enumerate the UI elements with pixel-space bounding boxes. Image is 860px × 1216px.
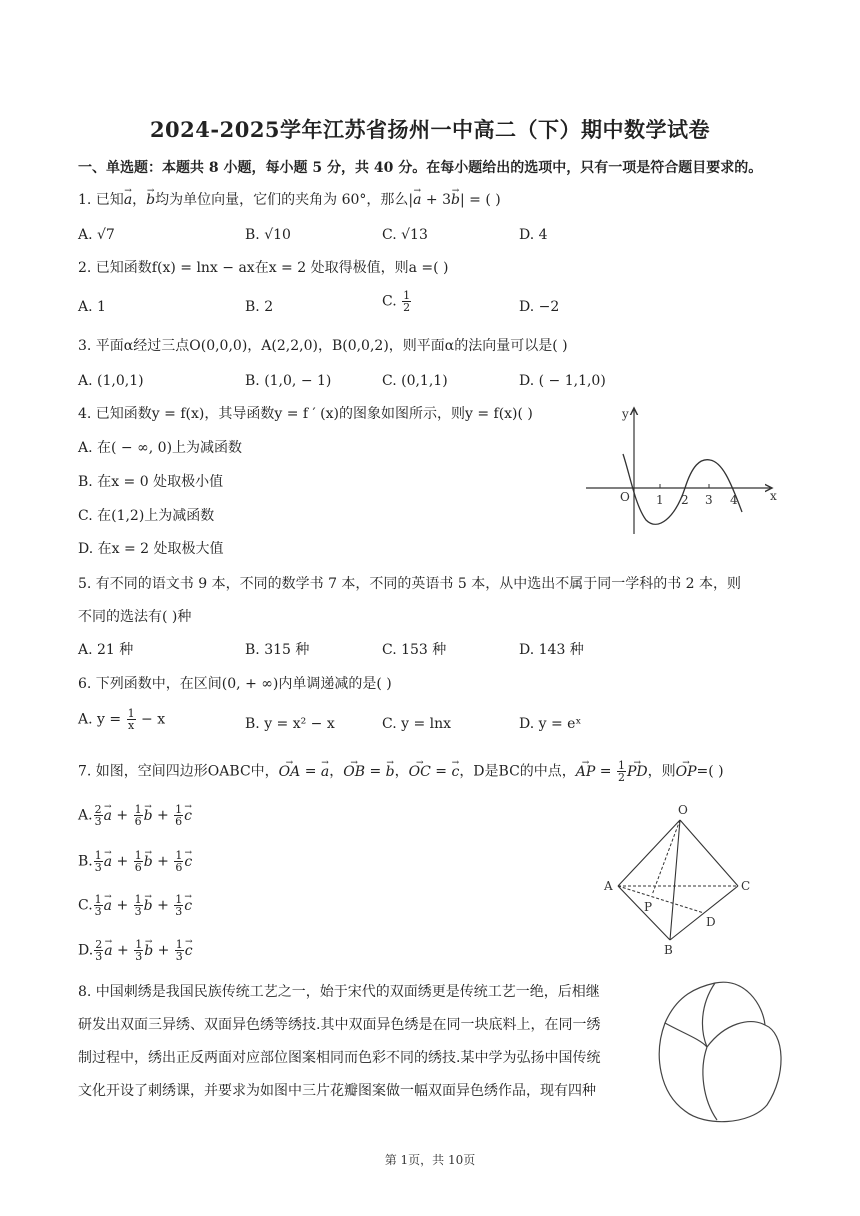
q4-option-d: D. 在x = 2 处取极大值	[78, 541, 224, 557]
origin-label: O	[620, 490, 630, 504]
q3-option-c: C. (0,1,1)	[382, 373, 448, 389]
x-axis-label: x	[770, 489, 777, 503]
page-footer: 第 1页，共 10页	[384, 1153, 476, 1167]
q1-middle: 均为单位向量，它们的夹角为 60°，那么	[155, 192, 409, 208]
page-title: 2024-2025学年江苏省扬州一中高二（下）期中数学试卷	[149, 117, 711, 142]
question-4: 4. 已知函数y = f(x)，其导函数y = f ′ (x)的图象如图所示，则y = f(x)( )	[78, 406, 533, 422]
petal-divider-2	[707, 1022, 765, 1047]
q1-option-c: C. √13	[382, 227, 428, 243]
q7-option-c: C. $\frac{1}{3}$ → a + $\frac{1}{3}$ → b + $\frac{1}{3}$ → c	[78, 894, 192, 917]
q1-option-d: D. 4	[519, 227, 548, 243]
vertex-label-b: B	[664, 943, 673, 957]
q6-option-a: A. y = $\frac{1}{x}$ − x	[78, 707, 166, 732]
vertex-label-c: C	[741, 879, 751, 893]
q1-suffix: = ( )	[469, 192, 501, 208]
question-8-line-2: 研发出双面三异绣、双面异色绣等绣技.其中双面异色绣是在同一块底料上，在同一绣	[78, 1017, 601, 1033]
vertex-label-a: A	[604, 879, 613, 893]
point-label-d: D	[706, 915, 716, 929]
q3-option-d: D. ( − 1,1,0)	[519, 373, 606, 389]
segment-op	[652, 820, 680, 895]
question-3: 3. 平面α经过三点O(0,0,0)，A(2,2,0)，B(0,0,2)，则平面α的法向量可以是( )	[78, 338, 568, 354]
q6-option-d: D. y = eˣ	[519, 716, 582, 732]
question-8-line-1: 8. 中国刺绣是我国民族传统工艺之一，始于宋代的双面绣更是传统工艺一绝，后相继	[78, 984, 600, 1000]
point-label-p: P	[644, 900, 653, 914]
question-5-line-2: 不同的选法有( )种	[78, 609, 192, 625]
q5-option-b: B. 315 种	[245, 642, 310, 658]
tick-label-3: 3	[705, 493, 713, 507]
q3-option-b: B. (1,0, − 1)	[245, 373, 332, 389]
edge-ob	[670, 820, 680, 940]
q7-option-b: B. $\frac{1}{3}$ → a + $\frac{1}{6}$ → b + $\frac{1}{6}$ → c	[78, 850, 192, 873]
q4-option-b: B. 在x = 0 处取极小值	[78, 474, 224, 490]
q2-option-d: D. −2	[519, 299, 560, 315]
q2-option-b: B. 2	[245, 299, 274, 315]
tick-label-2: 2	[681, 493, 689, 507]
question-1: 1. 已知→ a，→ b均为单位向量，它们的夹角为 60°，那么|→ a + 3→ b| = ( )	[78, 190, 501, 210]
question-6: 6. 下列函数中，在区间(0, + ∞)内单调递减的是( )	[78, 676, 392, 692]
petal-divider-1	[702, 983, 715, 1047]
q4-option-a: A. 在( − ∞, 0)上为减函数	[78, 440, 243, 456]
tetrahedron-figure	[600, 800, 770, 960]
edge-oc	[680, 820, 738, 886]
q6-option-b: B. y = x² − x	[245, 716, 335, 732]
tick-label-4: 4	[730, 493, 738, 507]
edge-oa	[618, 820, 680, 886]
q4-option-c: C. 在(1,2)上为减函数	[78, 508, 215, 524]
question-7: 7. 如图，空间四边形OABC中，→ OA = → a，→ OB = → b，→ OC = → c，D是BC的中点，→ AP = $\frac{1}{2}$ → PD，则→ OP=( )	[78, 760, 724, 783]
petal-divider-3	[703, 1047, 717, 1120]
q1-option-a: A. √7	[78, 227, 115, 243]
flower-petal-figure	[645, 975, 790, 1130]
vertex-label-o: O	[678, 803, 688, 817]
q5-option-a: A. 21 种	[78, 642, 134, 658]
derivative-graph	[580, 400, 780, 540]
question-5-line-1: 5. 有不同的语文书 9 本，不同的数学书 7 本，不同的英语书 5 本，从中选出不属于同一学科的书 2 本，则	[78, 576, 742, 592]
derivative-curve	[623, 454, 742, 524]
q3-option-a: A. (1,0,1)	[78, 373, 144, 389]
tick-label-1: 1	[656, 493, 664, 507]
q2-option-c: C. $\frac{1}{2}$	[382, 289, 411, 314]
petal-divider-4	[665, 1023, 707, 1047]
y-axis-label: y	[622, 407, 629, 421]
q6-option-c: C. y = lnx	[382, 716, 452, 732]
q5-option-d: D. 143 种	[519, 642, 584, 658]
q7-option-a: A. $\frac{2}{3}$ → a + $\frac{1}{6}$ → b + $\frac{1}{6}$ → c	[78, 804, 192, 827]
q7-option-d: D. $\frac{2}{3}$ → a + $\frac{1}{3}$ → b + $\frac{1}{3}$ → c	[78, 939, 193, 962]
q5-option-c: C. 153 种	[382, 642, 447, 658]
petal-outline	[659, 982, 781, 1121]
section-heading: 一、单选题：本题共 8 小题，每小题 5 分，共 40 分。在每小题给出的选项中，只有一项是符合题目要求的。	[78, 160, 763, 176]
q1-option-b: B. √10	[245, 227, 291, 243]
question-8-line-4: 文化开设了刺绣课，并要求为如图中三片花瓣图案做一幅双面异色绣作品，现有四种	[78, 1083, 596, 1099]
question-8-line-3: 制过程中，绣出正反两面对应部位图案相同而色彩不同的绣技.某中学为弘扬中国传统	[78, 1050, 601, 1066]
q1-prefix: 1. 已知	[78, 192, 124, 208]
question-2: 2. 已知函数f(x) = lnx − ax在x = 2 处取得极值，则a =( )	[78, 260, 449, 276]
q2-option-a: A. 1	[78, 299, 106, 315]
